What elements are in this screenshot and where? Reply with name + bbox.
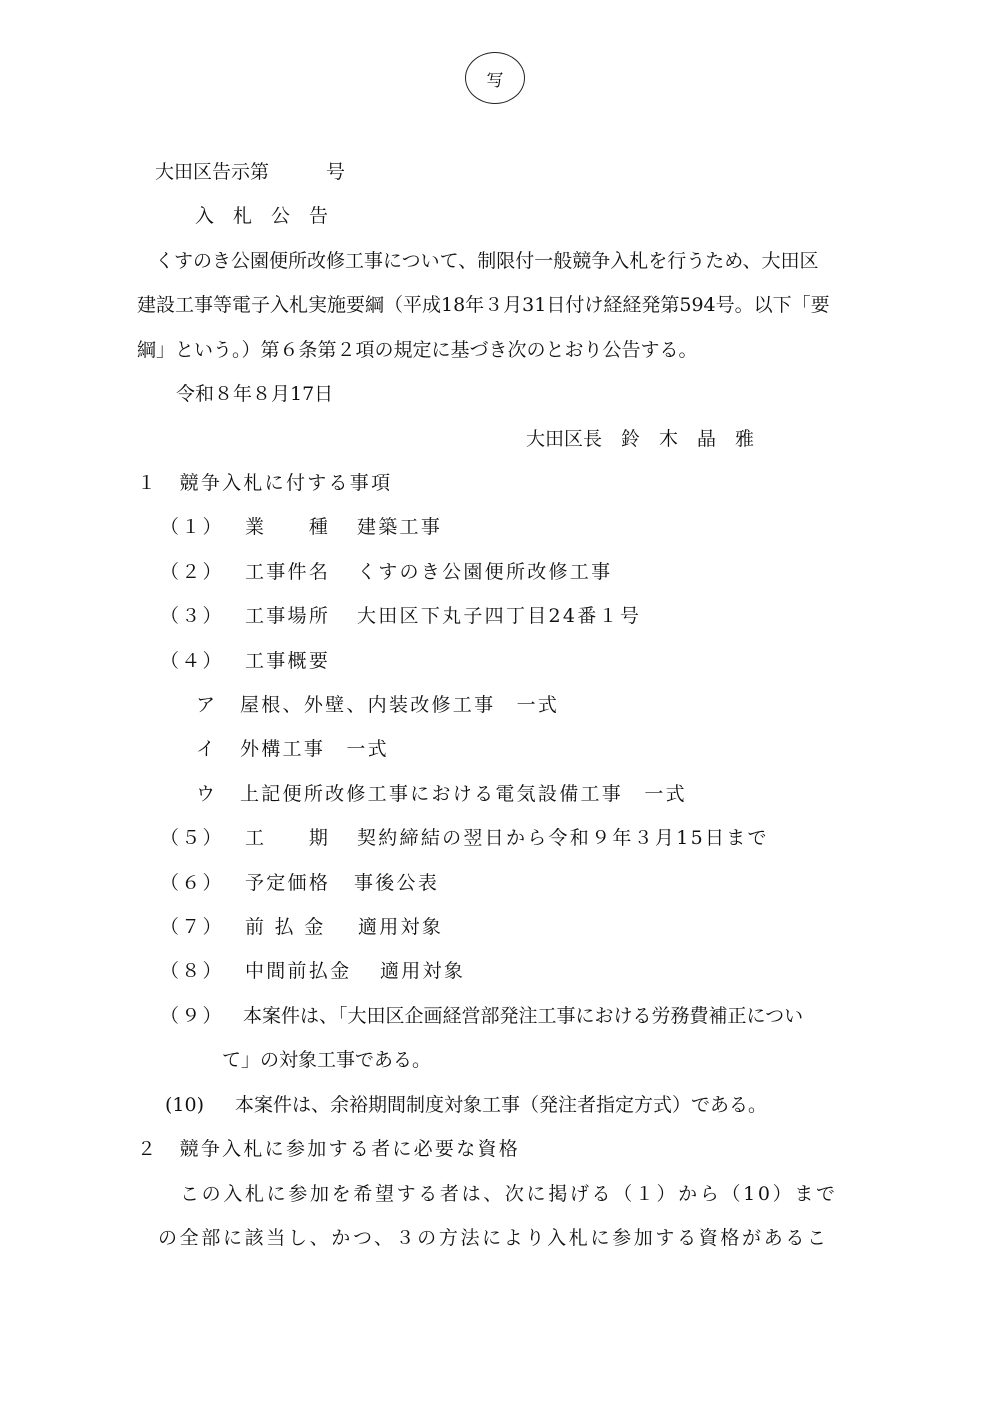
intro-line-2: 建設工事等電子入札実施要綱（平成18年３月31日付け経経発第594号。以下「要 xyxy=(137,294,830,316)
item-value: 契約締結の翌日から令和９年３月15日まで xyxy=(357,827,769,849)
item-number: （８） xyxy=(160,960,224,982)
item-number: （９） xyxy=(160,1005,224,1027)
item-text: 本案件は、「大田区企画経営部発注工事における労務費補正につい xyxy=(243,1005,804,1027)
item-label: 工事場所 xyxy=(245,605,331,627)
item-value: 大田区下丸子四丁目24番１号 xyxy=(357,605,642,627)
intro-line-3: 綱」という。）第６条第２項の規定に基づき次のとおり公告する。 xyxy=(137,339,698,361)
item-value: 建築工事 xyxy=(357,516,443,538)
overview-text: 上記便所改修工事における電気設備工事 一式 xyxy=(240,783,687,805)
item-value: くすのき公園便所改修工事 xyxy=(357,561,613,583)
overview-mark: ア xyxy=(196,694,218,716)
overview-mark: イ xyxy=(196,738,218,760)
item-text: 本案件は、余裕期間制度対象工事（発注者指定方式）である。 xyxy=(235,1094,768,1116)
item-number: （４） xyxy=(160,650,224,672)
stamp-text: 写 xyxy=(486,70,504,91)
overview-text: 外構工事 一式 xyxy=(240,738,389,760)
item-value: 事後公表 xyxy=(354,872,440,894)
item-number: （６） xyxy=(160,872,224,894)
notice-date: 令和８年８月17日 xyxy=(176,383,334,405)
item-label: 工事件名 xyxy=(245,561,331,583)
section-2-line-1: この入札に参加を希望する者は、次に掲げる（１）から（10）まで xyxy=(180,1183,838,1205)
item-label: 工事概要 xyxy=(245,650,331,672)
item-label: 予定価格 xyxy=(245,872,331,894)
item-number: （３） xyxy=(160,605,224,627)
item-number: （２） xyxy=(160,561,224,583)
overview-text: 屋根、外壁、内装改修工事 一式 xyxy=(240,694,560,716)
item-label: 前 払 金 xyxy=(245,916,326,938)
page-title: 入 札 公 告 xyxy=(195,205,329,227)
item-value: 適用対象 xyxy=(358,916,444,938)
item-number: （５） xyxy=(160,827,224,849)
intro-line-1: くすのき公園便所改修工事について、制限付一般競争入札を行うため、大田区 xyxy=(155,250,819,272)
section-1-heading: １ 競争入札に付する事項 xyxy=(137,472,393,494)
notice-number: 大田区告示第 号 xyxy=(155,161,346,183)
item-label: 業 種 xyxy=(245,516,331,538)
item-number: （７） xyxy=(160,916,224,938)
item-text-continued: て」の対象工事である。 xyxy=(222,1049,432,1071)
copy-stamp xyxy=(465,52,525,104)
item-value: 適用対象 xyxy=(380,960,466,982)
overview-mark: ウ xyxy=(196,783,218,805)
item-label: 中間前払金 xyxy=(245,960,352,982)
section-2-heading: ２ 競争入札に参加する者に必要な資格 xyxy=(137,1138,521,1160)
item-label: 工 期 xyxy=(245,827,331,849)
item-number: (10) xyxy=(165,1094,205,1116)
item-number: （１） xyxy=(160,516,224,538)
section-2-line-2: の全部に該当し、かつ、３の方法により入札に参加する資格があるこ xyxy=(158,1227,829,1249)
signatory: 大田区長 鈴 木 晶 雅 xyxy=(526,428,755,450)
